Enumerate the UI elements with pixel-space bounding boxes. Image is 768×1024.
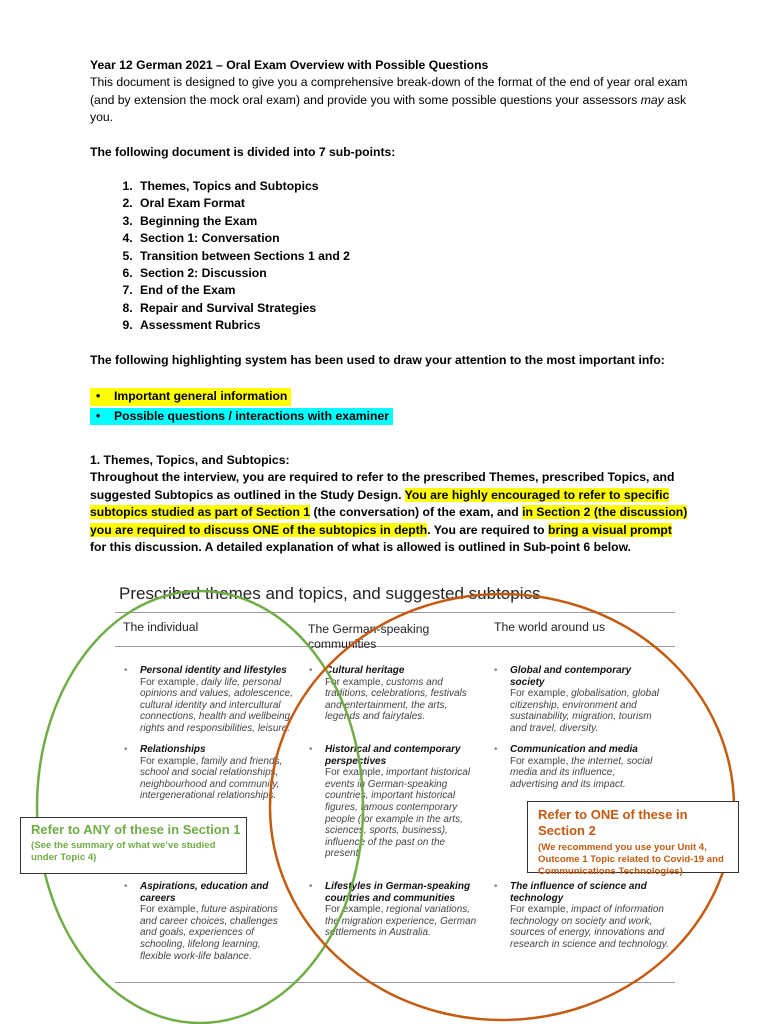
- study-design-title: Prescribed themes and topics, and suggested subtopics: [119, 584, 541, 603]
- list-item: 6. Section 2: Discussion: [136, 265, 690, 282]
- study-design-figure: [0, 580, 768, 1024]
- list-item: 5. Transition between Sections 1 and 2: [136, 248, 690, 265]
- subtopic-heading: Cultural heritage: [325, 665, 405, 676]
- legend-label: Important general information: [114, 389, 288, 404]
- subtopic-description: For example, regional variations, the migration experience, German settlements in Australia.: [325, 904, 477, 939]
- subtopic-heading: Personal identity and lifestyles: [140, 665, 287, 676]
- subtopic-heading: Communication and media: [510, 744, 638, 755]
- bullet-icon: •: [309, 665, 313, 676]
- legend-swatch-cyan: [90, 408, 393, 425]
- column-heading-communities: The German-speaking communities: [308, 622, 430, 651]
- bullet-icon: •: [124, 665, 128, 676]
- subtopic-description: For example, the internet, social media and its influence, advertising and its impact.: [510, 755, 653, 790]
- legend-label: Possible questions / interactions with examiner: [114, 408, 389, 423]
- subtopic-description: For example, future aspirations and career choices, challenges and goals, experiences of schooling, lifelong learning, flexible work-life balance.: [140, 904, 278, 962]
- section1-text: (the conversation) of the exam, and: [310, 505, 523, 520]
- section1-paragraph: [90, 469, 690, 556]
- highlight-legend: [90, 388, 690, 425]
- intro-text-b: ask you.: [90, 92, 687, 125]
- document-body: [90, 57, 690, 556]
- subtopic-heading: Lifestyles in German-speaking countries and communities: [325, 881, 471, 904]
- column-heading-individual: The individual: [123, 620, 199, 634]
- divided-statement: The following document is divided into 7 sub-points:: [90, 144, 396, 159]
- list-item: 3. Beginning the Exam: [136, 213, 690, 230]
- bullet-icon: •: [96, 408, 101, 423]
- bullet-icon: •: [96, 389, 101, 404]
- intro-paragraph: [90, 74, 690, 126]
- bullet-icon: •: [494, 665, 498, 676]
- section1-label-main: Refer to ANY of these in Section 1: [31, 822, 241, 837]
- intro-text-a: This document is designed to give you a comprehensive break-down of the format of the end of year oral exam (and by extension the mock oral exam) and provide you with some possible questions your assessors: [90, 75, 688, 107]
- section1-text: for this discussion. A detailed explanation of what is allowed is outlined in Sub-point 6 below.: [90, 539, 632, 554]
- section1-highlight: in Section 2 (the discussion) you are required to discuss ONE of the subtopics in depth: [90, 505, 688, 537]
- list-item: 4. Section 1: Conversation: [136, 230, 690, 247]
- bullet-icon: •: [494, 744, 498, 755]
- section1-text: Throughout the interview, you are required to refer to the prescribed Themes, prescribed Topics, and suggested Subtopics as outlined in the Study Design.: [90, 470, 675, 502]
- section1-heading: 1. Themes, Topics, and Subtopics:: [90, 452, 290, 467]
- list-item: 9. Assessment Rubrics: [136, 317, 690, 334]
- subtopic-description: For example, globalisation, global citizenship, environment and sustainability, migration, tourism and travel, diversity.: [510, 688, 659, 734]
- subtopic-description: For example, impact of information technology on society and work, sources of energy, innovations and research in science and technology.: [510, 904, 669, 950]
- section1-highlight: bring a visual prompt: [548, 522, 672, 537]
- section1-highlight: You are highly encouraged to refer to specific subtopics studied as part of Section 1: [90, 487, 670, 520]
- subtopic-heading: Aspirations, education and careers: [140, 881, 269, 904]
- list-item: 2. Oral Exam Format: [136, 195, 690, 212]
- bullet-icon: •: [309, 881, 313, 892]
- subtopic-description: For example, daily life, personal opinions and values, adolescence, cultural identity and intercultural connections, health and wellbeing, rights and responsibilities, leisure.: [140, 676, 293, 734]
- subtopic-description: For example, important historical events in German-speaking countries, important historical figures, famous contemporary people (for example in the arts, sciences, sports, business), influence of the past on the present.: [325, 767, 471, 860]
- section1-label-box: [20, 817, 247, 874]
- subtopic-description: For example, family and friends, school and social relationships, neighbourhood and community, intergenerational relationships.: [140, 755, 283, 802]
- bullet-icon: •: [309, 744, 313, 755]
- list-item: 1. Themes, Topics and Subtopics: [136, 178, 690, 195]
- subpoint-list: [90, 178, 690, 335]
- bullet-icon: •: [494, 881, 498, 892]
- legend-item-general: [90, 388, 690, 405]
- subtopic-heading: Historical and contemporary perspectives: [325, 744, 461, 767]
- subtopic-description: For example, customs and traditions, celebrations, festivals and entertainment, the arts, legends and fairytales.: [325, 676, 467, 723]
- section2-label-main: Refer to ONE of these in Section 2: [538, 807, 688, 838]
- subtopic-heading: Global and contemporary society: [510, 665, 632, 688]
- section1-label-sub: (See the summary of what we’ve studied under Topic 4): [31, 840, 216, 863]
- list-item: 8. Repair and Survival Strategies: [136, 300, 690, 317]
- section1-text: . You are required to: [427, 522, 549, 537]
- document-title: Year 12 German 2021 – Oral Exam Overview with Possible Questions: [90, 58, 489, 72]
- legend-swatch-yellow: [90, 388, 291, 405]
- column-heading-world: The world around us: [494, 620, 606, 634]
- section2-label-box: [527, 801, 739, 877]
- intro-text-may: may: [640, 92, 664, 107]
- subtopic-heading: The influence of science and technology: [510, 881, 647, 904]
- legend-item-questions: [90, 408, 690, 425]
- list-item: 7. End of the Exam: [136, 282, 690, 299]
- section2-label-sub: (We recommend you use your Unit 4, Outcome 1 Topic related to Covid-19 and Communications Technologies): [538, 842, 724, 877]
- highlight-intro: The following highlighting system has been used to draw your attention to the most important info:: [90, 352, 665, 367]
- bullet-icon: •: [124, 744, 128, 755]
- bullet-icon: •: [124, 881, 128, 892]
- subtopic-heading: Relationships: [140, 744, 206, 755]
- venn-circle-section1: [37, 591, 363, 1023]
